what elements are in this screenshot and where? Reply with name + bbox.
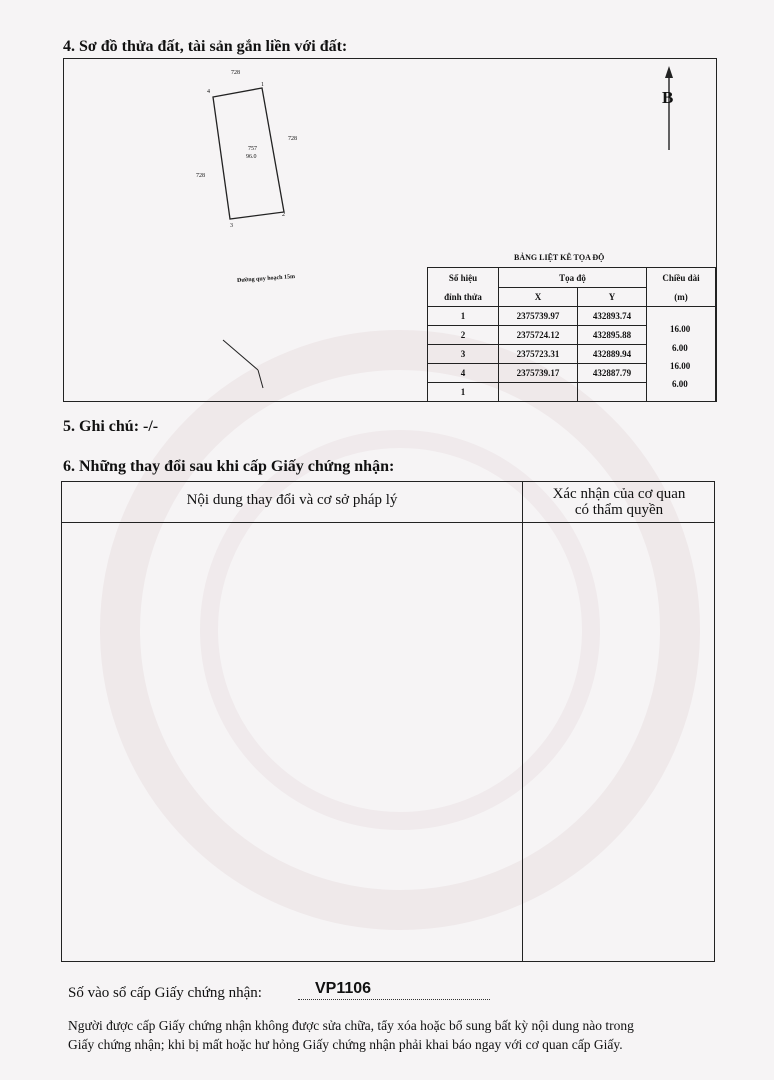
section5-title: 5. Ghi chú: -/- xyxy=(63,418,159,435)
parcel-area: 96.0 xyxy=(246,154,257,160)
header-point-line2: đỉnh thửa xyxy=(444,291,482,302)
row-y: 432895.88 xyxy=(578,326,647,345)
header-x: X xyxy=(499,288,578,307)
header-length-cell xyxy=(647,268,716,307)
section6-title: 6. Những thay đổi sau khi cấp Giấy chứng nhận: xyxy=(63,458,395,475)
header-length-line1: Chiều dài xyxy=(662,272,700,283)
row-x: 2375739.97 xyxy=(499,307,578,326)
segment-length: 16.00 xyxy=(670,361,691,371)
header-y: Y xyxy=(578,288,647,307)
changes-col-content: Nội dung thay đổi và cơ sở pháp lý xyxy=(186,492,398,508)
parcel-number: 757 xyxy=(248,146,257,152)
adjacent-parcel-top: 728 xyxy=(231,70,240,76)
row-point: 2 xyxy=(428,326,499,345)
north-label: B xyxy=(662,88,674,107)
notice-line2: Giấy chứng nhận; khi bị mất hoặc hư hỏng Giấy chứng nhận phải khai báo ngay với cơ quan cấp Giấy. xyxy=(68,1037,623,1052)
row-y: 432887.79 xyxy=(578,364,647,383)
register-number: VP1106 xyxy=(315,980,372,997)
changes-table-divider xyxy=(522,482,523,961)
row-x: 2375724.12 xyxy=(499,326,578,345)
row-y: 432893.74 xyxy=(578,307,647,326)
row-point: 3 xyxy=(428,345,499,364)
header-length-line2: (m) xyxy=(674,291,688,302)
row-point: 4 xyxy=(428,364,499,383)
row-y xyxy=(578,383,647,402)
road-line-1 xyxy=(223,340,258,370)
register-label: Số vào sổ cấp Giấy chứng nhận: xyxy=(68,985,262,1001)
segment-length: 6.00 xyxy=(672,343,688,353)
row-x: 2375739.17 xyxy=(499,364,578,383)
confirmation-line1: Xác nhận của cơ quan xyxy=(552,486,686,502)
vertex-2-label: 2 xyxy=(282,212,285,218)
segment-length: 6.00 xyxy=(672,379,688,389)
adjacent-parcel-left: 728 xyxy=(196,173,205,179)
adjacent-parcel-right: 728 xyxy=(288,136,297,142)
header-coord: Tọa độ xyxy=(499,268,647,288)
section4-title: 4. Sơ đồ thửa đất, tài sản gắn liền với đất: xyxy=(63,38,348,55)
register-dotted-line xyxy=(298,999,490,1000)
vertex-1-label: 1 xyxy=(261,82,264,88)
changes-col-confirmation xyxy=(523,486,715,518)
row-x: 2375723.31 xyxy=(499,345,578,364)
row-x xyxy=(499,383,578,402)
row-y: 432889.94 xyxy=(578,345,647,364)
header-point-cell xyxy=(428,268,499,307)
row-point: 1 xyxy=(428,307,499,326)
changes-table xyxy=(61,481,715,962)
changes-table-header-line xyxy=(62,522,714,523)
row-point: 1 xyxy=(428,383,499,402)
segment-length: 16.00 xyxy=(670,324,691,334)
notice-line1: Người được cấp Giấy chứng nhận không được sửa chữa, tẩy xóa hoặc bổ sung bất kỳ nội dung nào trong xyxy=(68,1018,634,1033)
coord-table-title: BẢNG LIỆT KÊ TỌA ĐỘ xyxy=(514,253,605,262)
vertex-3-label: 3 xyxy=(230,223,233,229)
road-line-2 xyxy=(258,370,263,388)
vertex-4-label: 4 xyxy=(207,89,210,95)
north-arrow-head xyxy=(665,66,673,78)
road-label: Đường quy hoạch 15m xyxy=(236,273,296,285)
confirmation-line2: có thẩm quyền xyxy=(574,502,664,518)
header-point-line1: Số hiệu xyxy=(448,272,478,283)
